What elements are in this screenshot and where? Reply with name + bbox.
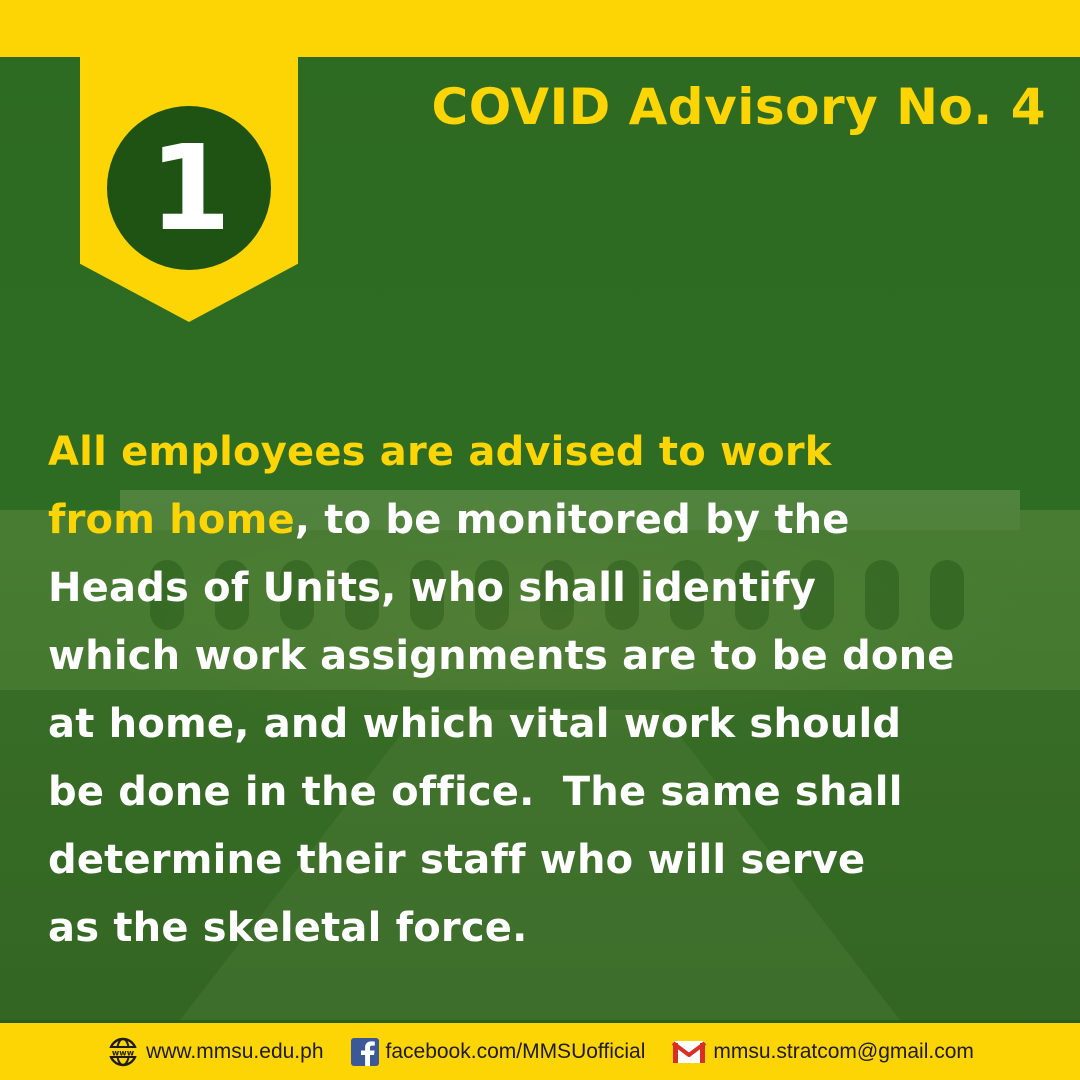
facebook-item[interactable]	[350, 1037, 646, 1067]
highlight-text-2: from home	[48, 497, 295, 543]
contact-footer	[0, 1023, 1080, 1080]
facebook-icon	[350, 1037, 380, 1067]
body-line-5: at home, and which vital work should	[48, 701, 902, 747]
body-line-6: be done in the office. The same shall	[48, 769, 903, 815]
body-text-2: , to be monitored by the	[294, 497, 850, 543]
website-link[interactable]: www.mmsu.edu.ph	[146, 1039, 324, 1063]
globe-icon	[106, 1037, 140, 1067]
advisory-body	[48, 418, 1038, 962]
body-line-7: determine their staff who will serve	[48, 837, 866, 883]
top-bar	[0, 0, 1080, 57]
gmail-icon	[671, 1038, 707, 1066]
body-line-8: as the skeletal force.	[48, 905, 528, 951]
svg-text:www: www	[112, 1048, 135, 1057]
badge-number: 1	[148, 119, 230, 257]
body-line-1	[48, 418, 1038, 486]
highlight-text-1: All employees are advised to work	[48, 429, 832, 475]
advisory-title: COVID Advisory No. 4	[431, 78, 1046, 136]
email-link[interactable]: mmsu.stratcom@gmail.com	[713, 1039, 974, 1063]
body-line-4: which work assignments are to be done	[48, 633, 955, 679]
body-line-3: Heads of Units, who shall identify	[48, 565, 817, 611]
facebook-link[interactable]: facebook.com/MMSUofficial	[385, 1039, 646, 1063]
website-item[interactable]	[106, 1037, 323, 1067]
email-item[interactable]	[671, 1038, 974, 1066]
number-badge	[107, 106, 271, 270]
body-line-2	[48, 486, 1038, 554]
